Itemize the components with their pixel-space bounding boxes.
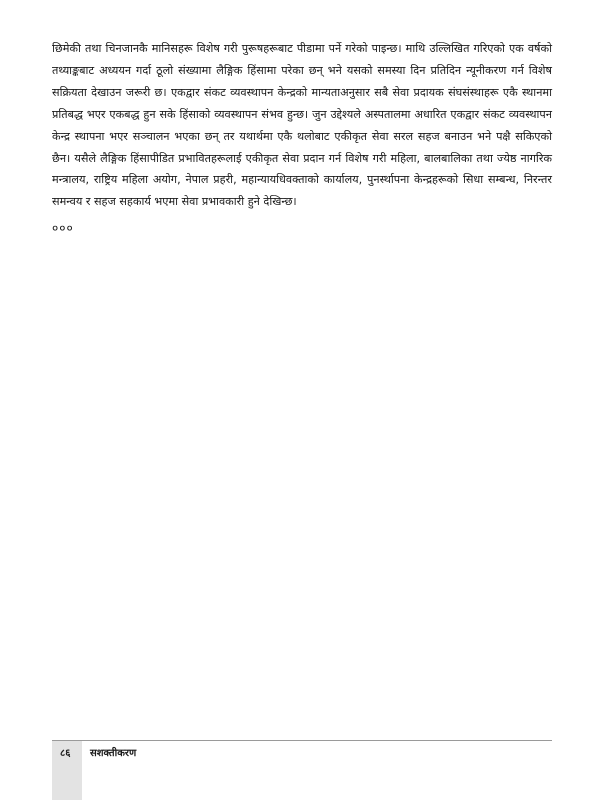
- page-footer: [52, 738, 552, 800]
- page-number: ८६: [60, 748, 71, 759]
- footer-divider: [52, 740, 552, 741]
- section-end-mark: ०००: [52, 221, 74, 236]
- body-paragraph: छिमेकी तथा चिनजानकै मानिसहरू विशेष गरी पुरूषहरूबाट पीडामा पर्ने गरेको पाइन्छ। माथि उल्लिखित गरिएको एक वर्षको तथ्याङ्कबाट अध्ययन गर्दा ठूलो संख्यामा लैङ्गिक हिंसामा परेका छन् भने यसको समस्या दिन प्रतिदिन न्यूनीकरण गर्न विशेष सक्रियता देखाउन जरूरी छ। एकद्वार संकट व्यवस्थापन केन्द्रको मान्यताअनुसार सबै सेवा प्रदायक संघसंस्थाहरू एकै स्थानमा प्रतिबद्ध भएर एकबद्ध हुन सके हिंसाको व्यवस्थापन संभव हुन्छ। जुन उद्देश्यले अस्पतालमा अधारित एकद्वार संकट व्यवस्थापन केन्द्र स्थापना भएर सञ्चालन भएका छन् तर यथार्थमा एकै थलोबाट एकीकृत सेवा सरल सहज बनाउन भने पक्षै सकिएको छैन। यसैले लैङ्गिक हिंसापीडित प्रभावितहरूलाई एकीकृत सेवा प्रदान गर्न विशेष गरी महिला, बालबालिका तथा ज्येष्ठ नागरिक मन्त्रालय, राष्ट्रिय महिला अयोग, नेपाल प्रहरी, महान्यायधिवक्ताको कार्यालय, पुनर्स्थापना केन्द्रहरूको सिधा सम्बन्ध, निरन्तर समन्वय र सहज सहकार्य भएमा सेवा प्रभावकारी हुने देखिन्छ।: [52, 42, 552, 209]
- body-text: [52, 38, 552, 238]
- running-title: सशक्तीकरण: [90, 748, 137, 759]
